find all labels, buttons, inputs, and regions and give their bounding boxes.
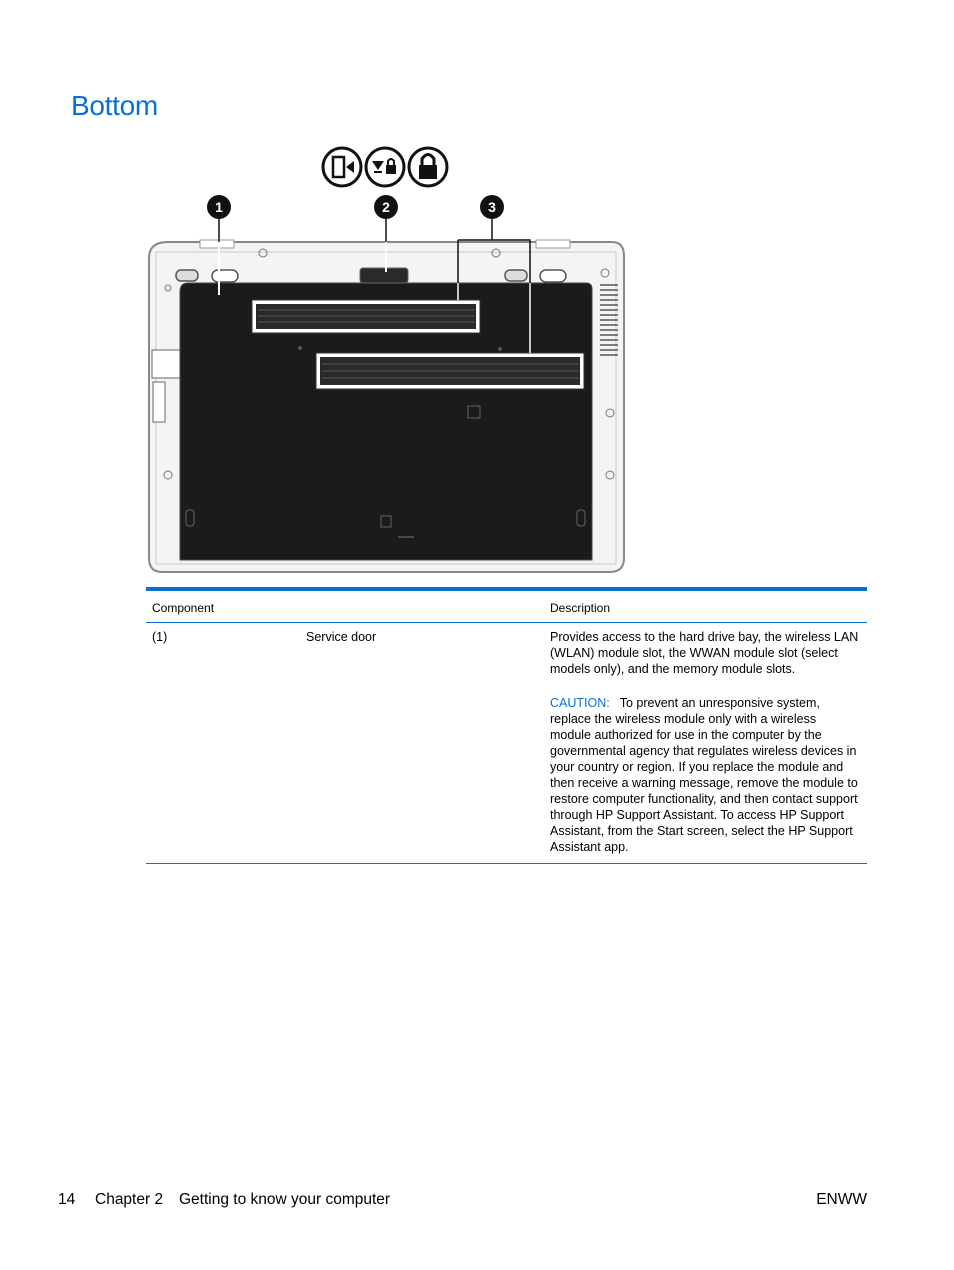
- component-description: [550, 629, 860, 873]
- callout-3-label: 3: [488, 199, 496, 215]
- battery-release-icon: [323, 148, 361, 186]
- lock-icon: [409, 148, 447, 186]
- chapter-label: Chapter 2: [95, 1191, 164, 1208]
- vent-upper: [252, 300, 480, 333]
- callout-1-label: 1: [215, 199, 223, 215]
- laptop-bottom-illustration: [140, 140, 640, 580]
- page-number: 14: [58, 1191, 76, 1208]
- caution-note: [550, 695, 860, 855]
- component-number: (1): [152, 630, 168, 644]
- caution-label: CAUTION:: [550, 696, 610, 710]
- footer-locale: ENWW: [816, 1191, 867, 1208]
- vent-lower: [316, 353, 584, 389]
- battery-lock-icon: [366, 148, 404, 186]
- callout-3: [480, 195, 504, 219]
- caution-end: app.: [604, 840, 629, 854]
- component-table: [146, 587, 867, 864]
- table-header: [146, 591, 867, 623]
- callout-1: [207, 195, 231, 219]
- caution-app-name: HP Support Assistant: [550, 824, 853, 854]
- header-description: Description: [550, 601, 611, 615]
- component-name: Service door: [306, 630, 377, 644]
- table-row: [146, 623, 867, 864]
- battery-release-latch: [360, 268, 408, 283]
- caution-text: To prevent an unresponsive system, replace the wireless module only with a wireless module authorized for use in the computer by the governmental agency that regulates wireless devices in your country or region. If you replace the module and then receive a warning message, remove the module to restore computer functionality, and then contact support through HP Support Assistant. To access HP Support Assistant, from the Start screen, select the: [550, 696, 858, 838]
- description-text: Provides access to the hard drive bay, the wireless LAN (WLAN) module slot, the WWAN module slot (select models only), and the memory module slots.: [550, 630, 859, 676]
- callout-2: [374, 195, 398, 219]
- chapter-title: Getting to know your computer: [179, 1191, 391, 1208]
- page-title: Bottom: [71, 90, 158, 121]
- header-component: Component: [152, 601, 215, 615]
- callout-2-label: 2: [382, 199, 390, 215]
